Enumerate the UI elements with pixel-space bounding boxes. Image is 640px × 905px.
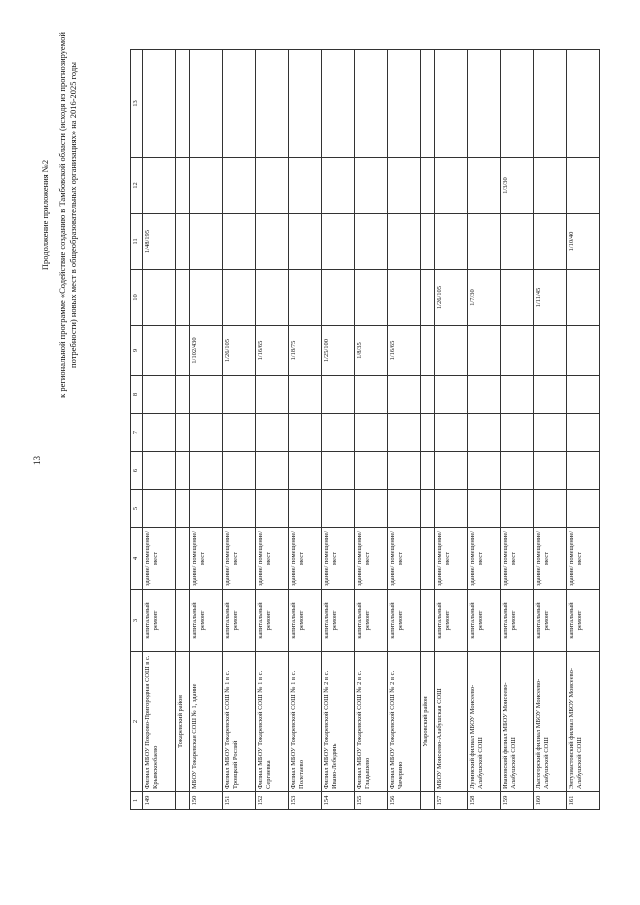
column-number: 2 (131, 652, 143, 792)
table-row (322, 50, 355, 810)
value-cell: 1/48/195 (143, 214, 176, 270)
value-cell (223, 50, 256, 158)
value-cell (501, 214, 534, 270)
value-cell: 1/3/30 (501, 158, 534, 214)
row-number: 156 (388, 792, 421, 810)
value-cell (322, 452, 355, 490)
value-cell: 1/26/105 (223, 326, 256, 376)
table-row (468, 50, 501, 810)
value-cell: 1/16/65 (388, 326, 421, 376)
section-row (421, 50, 435, 810)
value-cell (223, 214, 256, 270)
column-number: 10 (131, 270, 143, 326)
table-row (223, 50, 256, 810)
value-cell (468, 376, 501, 414)
column-number: 13 (131, 50, 143, 158)
value-cell (190, 214, 223, 270)
value-cell (143, 452, 176, 490)
value-cell (190, 376, 223, 414)
value-cell (190, 452, 223, 490)
value-cell: 1/16/65 (256, 326, 289, 376)
value-cell (143, 326, 176, 376)
value-cell (256, 490, 289, 528)
header-title: Продолжение приложения №2 (40, 159, 50, 271)
column-number: 1 (131, 792, 143, 810)
table-cell (176, 490, 190, 528)
value-cell (388, 158, 421, 214)
work-type: капитальный ремонт (501, 590, 534, 652)
table-cell (176, 158, 190, 214)
value-cell (256, 214, 289, 270)
work-type: капитальный ремонт (435, 590, 468, 652)
value-cell (534, 376, 567, 414)
table-cell (176, 376, 190, 414)
value-cell (534, 326, 567, 376)
table-cell (176, 452, 190, 490)
table-header-row (131, 50, 143, 810)
table-cell (176, 214, 190, 270)
value-cell (322, 214, 355, 270)
value-cell: 1/8/35 (355, 326, 388, 376)
value-cell (468, 452, 501, 490)
work-type: капитальный ремонт (567, 590, 600, 652)
value-cell (289, 214, 322, 270)
value-cell (289, 270, 322, 326)
unit-label: здание/ помещение/ мест (501, 528, 534, 590)
unit-label: здание/ помещение/ мест (468, 528, 501, 590)
work-type: капитальный ремонт (289, 590, 322, 652)
table-row (388, 50, 421, 810)
value-cell (388, 270, 421, 326)
school-name: Энтузиастовский филиал МБОУ Моисеево-Алабушской СОШ (567, 652, 600, 792)
table-cell (176, 326, 190, 376)
school-name: МБОУ Моисеево-Алабушская СОШ (435, 652, 468, 792)
value-cell (388, 452, 421, 490)
value-cell (256, 414, 289, 452)
school-name: Филиал МБОУ Токаревской СОШ № 2 в с. Гладышево (355, 652, 388, 792)
value-cell (322, 158, 355, 214)
value-cell (388, 214, 421, 270)
work-type: капитальный ремонт (143, 590, 176, 652)
value-cell (289, 452, 322, 490)
column-number: 12 (131, 158, 143, 214)
value-cell (143, 490, 176, 528)
table-cell (421, 326, 435, 376)
unit-label: здание/ помещение/ мест (388, 528, 421, 590)
table-cell (421, 50, 435, 158)
value-cell (435, 214, 468, 270)
column-number: 7 (131, 414, 143, 452)
value-cell (190, 270, 223, 326)
value-cell (501, 50, 534, 158)
value-cell (501, 490, 534, 528)
value-cell (567, 326, 600, 376)
value-cell (468, 326, 501, 376)
value-cell (567, 490, 600, 528)
table-cell (176, 590, 190, 652)
column-number: 11 (131, 214, 143, 270)
value-cell (501, 452, 534, 490)
unit-label: здание/ помещение/ мест (190, 528, 223, 590)
value-cell (322, 376, 355, 414)
value-cell (435, 452, 468, 490)
table-row (190, 50, 223, 810)
school-name: Филиал МБОУ Токаревской СОШ № 2 в с. Ивано-Лебедянь (322, 652, 355, 792)
program-table (130, 49, 600, 810)
unit-label: здание/ помещение/ мест (534, 528, 567, 590)
unit-label: здание/ помещение/ мест (143, 528, 176, 590)
school-name: Филиал МБОУ Токаревской СОШ № 1 в с. Троицкий Росляй (223, 652, 256, 792)
value-cell (143, 376, 176, 414)
column-number: 9 (131, 326, 143, 376)
value-cell (435, 158, 468, 214)
table-row (501, 50, 534, 810)
value-cell (143, 270, 176, 326)
value-cell (534, 414, 567, 452)
table-row (355, 50, 388, 810)
value-cell (534, 50, 567, 158)
school-name: Филиал МБОУ Токаревской СОШ № 2 в с. Чичерино (388, 652, 421, 792)
value-cell (355, 158, 388, 214)
value-cell (567, 376, 600, 414)
value-cell (468, 50, 501, 158)
table-cell (421, 414, 435, 452)
value-cell (501, 376, 534, 414)
work-type: капитальный ремонт (256, 590, 289, 652)
value-cell (435, 50, 468, 158)
work-type: капитальный ремонт (468, 590, 501, 652)
value-cell (143, 414, 176, 452)
value-cell: 1/10/40 (567, 214, 600, 270)
value-cell (355, 490, 388, 528)
row-number: 153 (289, 792, 322, 810)
value-cell (567, 414, 600, 452)
column-number: 6 (131, 452, 143, 490)
unit-label: здание/ помещение/ мест (223, 528, 256, 590)
row-number: 152 (256, 792, 289, 810)
row-number: 158 (468, 792, 501, 810)
district-name: Уваровский район (421, 652, 435, 792)
value-cell (143, 50, 176, 158)
table-cell (176, 50, 190, 158)
value-cell (435, 326, 468, 376)
school-name: МБОУ Токаревская СОШ № 1, здание (190, 652, 223, 792)
value-cell (190, 490, 223, 528)
table-cell (421, 158, 435, 214)
value-cell (256, 376, 289, 414)
value-cell: 1/18/75 (289, 326, 322, 376)
value-cell (256, 270, 289, 326)
table-cell (421, 452, 435, 490)
header-subtitle: к региональной программе «Содействие созданию в Тамбовской области (исходя из прогнозируемой потребности) новых мест в общеобразовательных организациях» на 2016-2025 годы (57, 32, 78, 398)
row-number: 157 (435, 792, 468, 810)
value-cell: 1/7/30 (468, 270, 501, 326)
value-cell: 1/102/430 (190, 326, 223, 376)
value-cell: 1/26/105 (435, 270, 468, 326)
value-cell (501, 414, 534, 452)
table-cell (421, 490, 435, 528)
value-cell (468, 214, 501, 270)
table-cell (176, 792, 190, 810)
value-cell (388, 490, 421, 528)
column-number: 4 (131, 528, 143, 590)
value-cell (567, 452, 600, 490)
value-cell (322, 50, 355, 158)
value-cell (388, 376, 421, 414)
value-cell (223, 414, 256, 452)
value-cell (223, 270, 256, 326)
value-cell (534, 452, 567, 490)
work-type: капитальный ремонт (534, 590, 567, 652)
school-name: Филиал МБОУ Токаревской СОШ № 1 в с. Сергиевка (256, 652, 289, 792)
table-cell (421, 270, 435, 326)
school-name: Лысогорский филиал МБОУ Моисеево-Алабушской СОШ (534, 652, 567, 792)
table-row (256, 50, 289, 810)
unit-label: здание/ помещение/ мест (435, 528, 468, 590)
value-cell (567, 158, 600, 214)
value-cell (223, 158, 256, 214)
value-cell (289, 414, 322, 452)
value-cell (355, 414, 388, 452)
value-cell (322, 414, 355, 452)
row-number: 149 (143, 792, 176, 810)
table-row (289, 50, 322, 810)
value-cell: 1/11/45 (534, 270, 567, 326)
value-cell (388, 50, 421, 158)
work-type: капитальный ремонт (322, 590, 355, 652)
value-cell (435, 376, 468, 414)
table-row (143, 50, 176, 810)
value-cell (289, 376, 322, 414)
row-number: 160 (534, 792, 567, 810)
table-cell (176, 528, 190, 590)
value-cell (355, 50, 388, 158)
value-cell (223, 490, 256, 528)
work-type: капитальный ремонт (190, 590, 223, 652)
table-cell (176, 414, 190, 452)
value-cell (190, 414, 223, 452)
table-cell (421, 376, 435, 414)
row-number: 161 (567, 792, 600, 810)
value-cell (501, 326, 534, 376)
table-row (567, 50, 600, 810)
school-name: Ивановский филиал МБОУ Моисеево-Алабушской СОШ (501, 652, 534, 792)
district-name: Токаревский район (176, 652, 190, 792)
value-cell (534, 158, 567, 214)
row-number: 155 (355, 792, 388, 810)
row-number: 151 (223, 792, 256, 810)
value-cell (355, 214, 388, 270)
table-row (435, 50, 468, 810)
value-cell (355, 376, 388, 414)
value-cell (223, 452, 256, 490)
unit-label: здание/ помещение/ мест (256, 528, 289, 590)
table-cell (421, 214, 435, 270)
unit-label: здание/ помещение/ мест (567, 528, 600, 590)
value-cell (435, 414, 468, 452)
work-type: капитальный ремонт (355, 590, 388, 652)
value-cell (567, 50, 600, 158)
table-cell (421, 792, 435, 810)
value-cell (468, 490, 501, 528)
value-cell (190, 50, 223, 158)
table-cell (421, 590, 435, 652)
value-cell (322, 270, 355, 326)
value-cell (534, 214, 567, 270)
row-number: 159 (501, 792, 534, 810)
value-cell (468, 158, 501, 214)
header-block (40, 15, 79, 415)
value-cell (256, 158, 289, 214)
value-cell (143, 158, 176, 214)
value-cell (534, 490, 567, 528)
value-cell: 1/25/100 (322, 326, 355, 376)
unit-label: здание/ помещение/ мест (322, 528, 355, 590)
value-cell (190, 158, 223, 214)
value-cell (289, 50, 322, 158)
work-type: капитальный ремонт (223, 590, 256, 652)
table-cell (176, 270, 190, 326)
section-row (176, 50, 190, 810)
value-cell (501, 270, 534, 326)
table-row (534, 50, 567, 810)
column-number: 5 (131, 490, 143, 528)
value-cell (223, 376, 256, 414)
work-type: капитальный ремонт (388, 590, 421, 652)
value-cell (468, 414, 501, 452)
row-number: 150 (190, 792, 223, 810)
unit-label: здание/ помещение/ мест (289, 528, 322, 590)
school-name: Филиал МБОУ Покрово-Пригородная СОШ в с. Крымскоебаево (143, 652, 176, 792)
value-cell (289, 490, 322, 528)
school-name: Филиал МБОУ Токаревской СОШ № 1 в с. Полетаево (289, 652, 322, 792)
value-cell (256, 50, 289, 158)
school-name: Лунинский филиал МБОУ Моисеево-Алабушской СОШ (468, 652, 501, 792)
value-cell (355, 452, 388, 490)
value-cell (435, 490, 468, 528)
page-number: 13 (32, 456, 42, 465)
value-cell (322, 490, 355, 528)
value-cell (388, 414, 421, 452)
unit-label: здание/ помещение/ мест (355, 528, 388, 590)
value-cell (355, 270, 388, 326)
table-cell (421, 528, 435, 590)
column-number: 3 (131, 590, 143, 652)
value-cell (567, 270, 600, 326)
row-number: 154 (322, 792, 355, 810)
value-cell (289, 158, 322, 214)
value-cell (256, 452, 289, 490)
column-number: 8 (131, 376, 143, 414)
